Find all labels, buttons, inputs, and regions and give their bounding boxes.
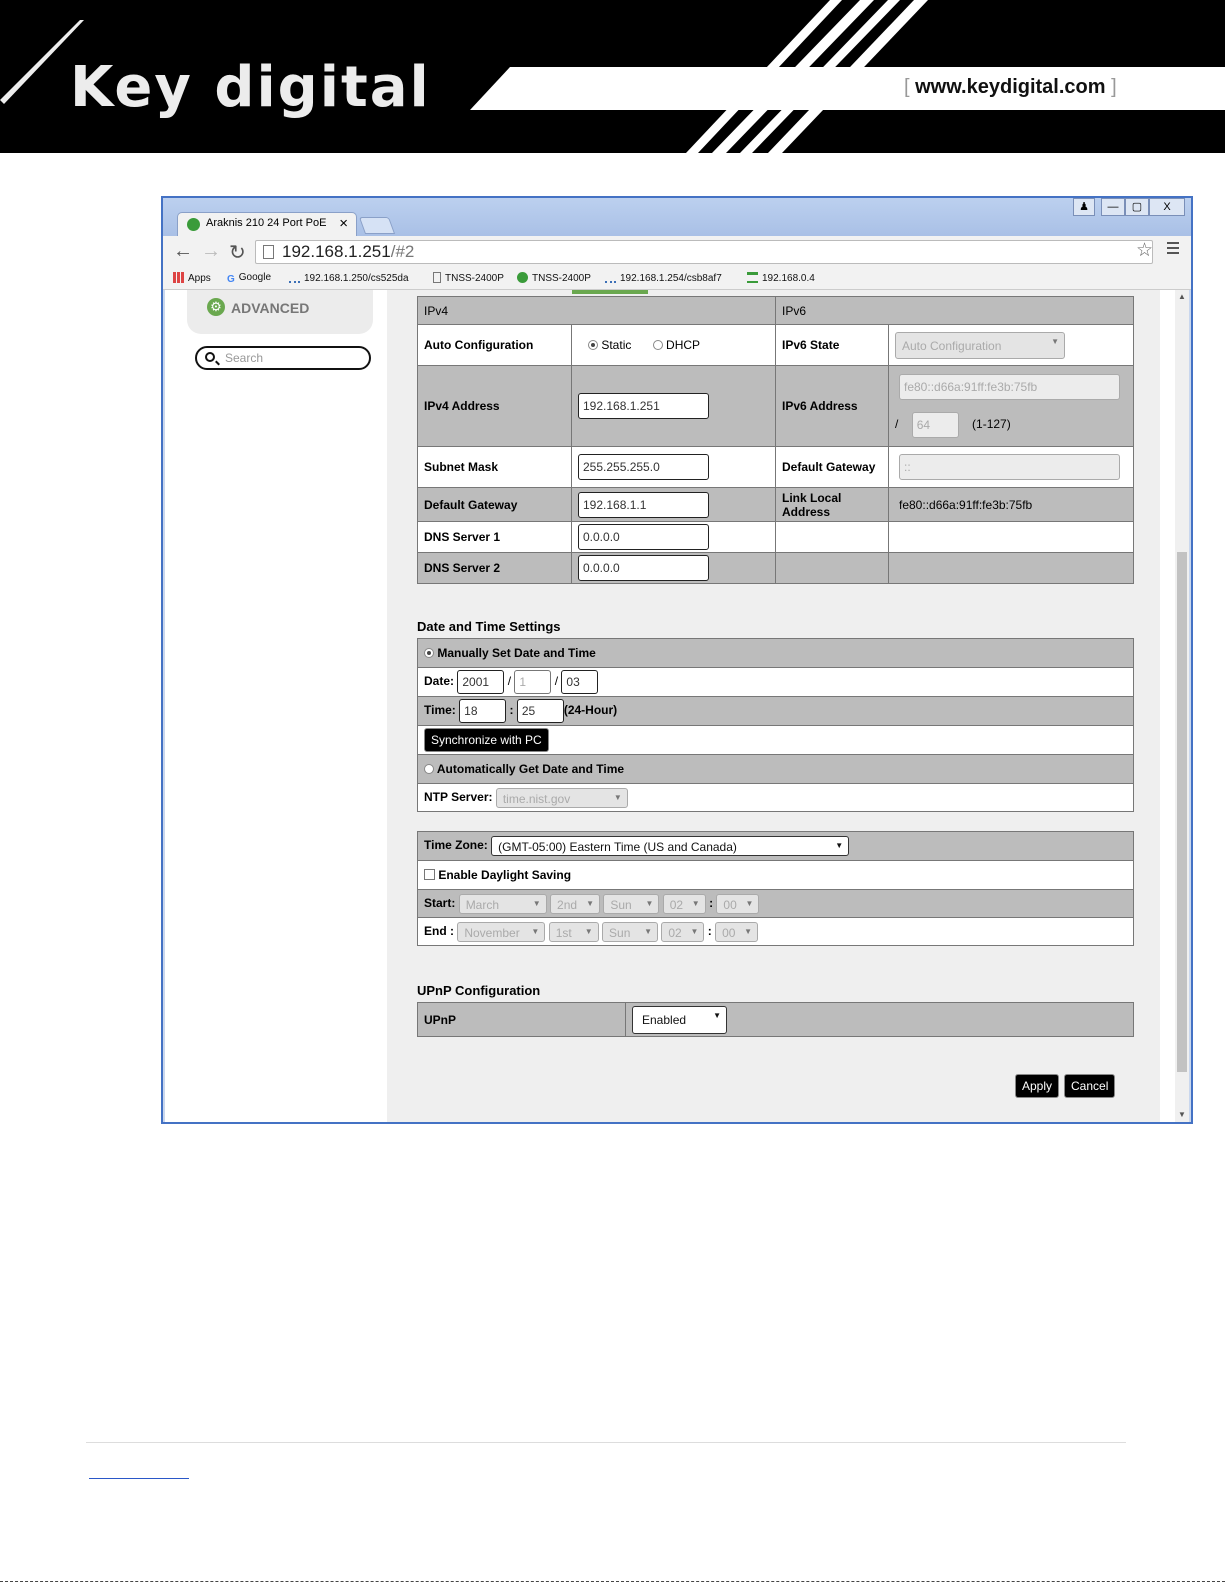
tab-close-icon[interactable]: × xyxy=(339,215,348,232)
footer-link-underline[interactable] xyxy=(89,1478,189,1479)
sidebar-advanced-section[interactable] xyxy=(187,290,373,334)
hour-mode-label: (24-Hour) xyxy=(563,703,618,718)
ipv6-header: IPv6 xyxy=(776,297,1134,325)
menu-icon[interactable] xyxy=(1167,242,1179,257)
bookmark-label: TNSS-2400P xyxy=(445,273,504,284)
date-row xyxy=(418,668,1134,697)
google-icon: G xyxy=(227,274,235,285)
scroll-up-icon[interactable]: ▲ xyxy=(1178,292,1186,301)
month-input[interactable]: 1 xyxy=(514,670,551,694)
end-week-select[interactable]: 1st ▼ xyxy=(549,922,599,942)
dns2-cell xyxy=(572,553,776,584)
dns2-label: DNS Server 2 xyxy=(418,553,572,584)
prefix-range-hint: (1-127) xyxy=(972,417,1011,432)
ipv6-gateway-input[interactable]: :: xyxy=(899,454,1120,480)
cisco-icon xyxy=(605,272,616,283)
dhcp-label: DHCP xyxy=(666,338,701,352)
close-window-button[interactable]: X xyxy=(1149,198,1185,216)
active-tab-indicator xyxy=(572,290,648,294)
table-row xyxy=(418,447,1134,488)
datetime-table xyxy=(417,638,1134,812)
forward-icon[interactable]: → xyxy=(201,240,221,262)
bookmark-cisco-254[interactable] xyxy=(605,272,722,284)
page-bottom-dashed-line xyxy=(0,1581,1225,1582)
bookmark-label: 192.168.1.254/csb8af7 xyxy=(620,273,722,284)
scroll-thumb[interactable] xyxy=(1177,552,1187,1072)
dst-row xyxy=(418,861,1134,890)
dst-checkbox[interactable] xyxy=(424,869,435,880)
auto-datetime-radio[interactable] xyxy=(424,764,434,774)
bookmarks-bar xyxy=(163,268,1191,290)
ipv4-address-input[interactable]: 192.168.1.251 xyxy=(578,393,709,419)
time-separator: : xyxy=(707,923,712,938)
static-label: Static xyxy=(601,338,632,352)
dst-start-row xyxy=(418,890,1134,918)
upnp-cell xyxy=(626,1003,1134,1037)
address-host: 192.168.1.251 xyxy=(282,242,391,261)
upnp-table xyxy=(417,1002,1134,1037)
bookmark-label: 192.168.1.250/cs525da xyxy=(304,273,409,284)
datetime-section-title: Date and Time Settings xyxy=(417,619,561,634)
gateway-cell xyxy=(572,488,776,522)
manual-datetime-row xyxy=(418,639,1134,668)
end-day-select[interactable]: Sun ▼ xyxy=(602,922,658,942)
apps-grid-icon xyxy=(173,272,184,283)
empty-cell xyxy=(889,522,1134,553)
key-digital-logo: Key digital xyxy=(70,55,431,120)
search-placeholder: Search xyxy=(225,351,264,365)
ip-settings-table xyxy=(417,296,1134,584)
table-row xyxy=(418,1003,1134,1037)
timezone-select[interactable]: (GMT-05:00) Eastern Time (US and Canada) ▼ xyxy=(491,836,849,856)
ipv6-address-input[interactable]: fe80::d66a:91ff:fe3b:75fb xyxy=(899,374,1120,400)
dns1-cell xyxy=(572,522,776,553)
ipv4-address-cell xyxy=(572,366,776,447)
maximize-button[interactable]: ▢ xyxy=(1125,198,1149,216)
araknis-favicon-icon xyxy=(187,218,200,231)
bookmark-label: 192.168.0.4 xyxy=(762,273,815,284)
timezone-row xyxy=(418,832,1134,861)
sidebar-advanced-label: ADVANCED xyxy=(231,300,310,316)
timezone-label: Time Zone: xyxy=(424,838,488,853)
date-label: Date: xyxy=(424,674,455,689)
dst-label: Enable Daylight Saving xyxy=(438,868,572,882)
link-local-label: Link Local Address xyxy=(776,488,889,522)
link-local-value: fe80::d66a:91ff:fe3b:75fb xyxy=(889,488,1134,522)
bookmark-google[interactable] xyxy=(227,272,271,285)
back-icon[interactable]: ← xyxy=(173,240,193,262)
end-hour-select[interactable]: 02 ▼ xyxy=(661,922,704,942)
bookmark-192-168-0-4[interactable] xyxy=(747,272,815,284)
brand-url xyxy=(904,76,1117,99)
sync-row xyxy=(418,726,1134,755)
new-tab-button[interactable] xyxy=(359,217,395,234)
browser-window xyxy=(161,196,1193,1124)
ipv6-state-cell xyxy=(889,325,1134,366)
table-row xyxy=(418,488,1134,522)
start-minute-select[interactable]: 00 ▼ xyxy=(716,894,759,914)
end-month-select[interactable]: November ▼ xyxy=(457,922,545,942)
bracket-open: [ xyxy=(904,76,910,98)
ipv6-gateway-cell xyxy=(889,447,1134,488)
table-row xyxy=(418,832,1134,861)
subnet-mask-cell xyxy=(572,447,776,488)
hour-input[interactable]: 18 xyxy=(459,699,506,723)
minute-input[interactable]: 25 xyxy=(517,699,564,723)
address-bar[interactable] xyxy=(255,240,1153,264)
upnp-select[interactable]: Enabled ▼ xyxy=(632,1006,727,1034)
gear-icon: ⚙ xyxy=(207,298,225,316)
table-row xyxy=(418,918,1134,946)
bookmark-star-icon[interactable]: ☆ xyxy=(1136,240,1154,261)
ipv4-header: IPv4 xyxy=(418,297,776,325)
table-row xyxy=(418,755,1134,784)
dns1-label: DNS Server 1 xyxy=(418,522,572,553)
time-row xyxy=(418,697,1134,726)
upnp-section-title: UPnP Configuration xyxy=(417,983,541,998)
dns1-input[interactable]: 0.0.0.0 xyxy=(578,524,709,550)
bookmark-label: Apps xyxy=(188,273,211,284)
page-viewport xyxy=(165,290,1189,1122)
empty-cell xyxy=(776,553,889,584)
table-row xyxy=(418,366,1134,447)
synchronize-with-pc-button[interactable]: Synchronize with PC xyxy=(424,728,549,752)
table-row xyxy=(418,325,1134,366)
scrollbar[interactable] xyxy=(1175,290,1189,1122)
title-bar xyxy=(163,198,1191,236)
end-minute-select[interactable]: 00 ▼ xyxy=(715,922,758,942)
ipv6-address-label: IPv6 Address xyxy=(776,366,889,447)
gateway-label: Default Gateway xyxy=(418,488,572,522)
cisco-icon xyxy=(289,272,300,283)
prefix-separator: / xyxy=(895,417,899,432)
empty-cell xyxy=(776,522,889,553)
browser-tab[interactable] xyxy=(177,212,357,236)
time-separator: : xyxy=(509,703,514,718)
profile-icon[interactable]: ♟ xyxy=(1073,198,1095,216)
static-radio[interactable] xyxy=(588,340,598,350)
date-separator: / xyxy=(554,674,559,689)
ntp-server-select[interactable]: time.nist.gov ▼ xyxy=(496,788,628,808)
tab-title: Araknis 210 24 Port PoE xyxy=(206,217,327,229)
bookmark-apps[interactable] xyxy=(173,272,211,284)
start-hour-select[interactable]: 02 ▼ xyxy=(663,894,706,914)
start-week-select[interactable]: 2nd ▼ xyxy=(550,894,600,914)
ipv6-address-cell xyxy=(889,366,1134,447)
ipv6-state-label: IPv6 State xyxy=(776,325,889,366)
gateway-input[interactable]: 192.168.1.1 xyxy=(578,492,709,518)
dst-end-label: End : xyxy=(424,923,454,938)
manual-datetime-radio[interactable] xyxy=(424,648,434,658)
ntp-row xyxy=(418,784,1134,812)
empty-cell xyxy=(889,553,1134,584)
browser-toolbar xyxy=(163,236,1191,268)
ipv6-state-select[interactable]: Auto Configuration ▼ xyxy=(895,332,1065,359)
subnet-mask-input[interactable]: 255.255.255.0 xyxy=(578,454,709,480)
table-row xyxy=(418,726,1134,755)
upnp-label: UPnP xyxy=(418,1003,626,1037)
table-row xyxy=(418,639,1134,668)
bookmark-label: Google xyxy=(238,272,272,283)
auto-datetime-label: Automatically Get Date and Time xyxy=(436,762,625,776)
time-label: Time: xyxy=(424,703,456,718)
ipv6-prefix-input[interactable]: 64 xyxy=(912,412,959,438)
bookmark-tnss-2[interactable] xyxy=(517,272,591,284)
ipv6-gateway-label: Default Gateway xyxy=(776,447,889,488)
table-row xyxy=(418,861,1134,890)
brand-url-text: www.keydigital.com xyxy=(915,76,1106,98)
manual-datetime-label: Manually Set Date and Time xyxy=(437,646,596,660)
araknis-icon xyxy=(517,272,528,283)
bookmark-label: TNSS-2400P xyxy=(532,273,591,284)
ntp-server-label: NTP Server: xyxy=(424,789,493,804)
dst-start-label: Start: xyxy=(424,895,456,910)
date-separator: / xyxy=(507,674,512,689)
bookmark-tnss-1[interactable] xyxy=(433,272,504,284)
dns2-input[interactable]: 0.0.0.0 xyxy=(578,555,709,581)
start-month-select[interactable]: March ▼ xyxy=(459,894,547,914)
bookmark-cisco-250[interactable] xyxy=(289,272,409,284)
start-day-select[interactable]: Sun ▼ xyxy=(603,894,659,914)
table-row xyxy=(418,697,1134,726)
search-icon xyxy=(205,352,215,362)
time-separator: : xyxy=(709,895,714,910)
page-icon xyxy=(263,245,274,259)
table-row xyxy=(418,297,1134,325)
wifi-icon xyxy=(747,272,758,283)
search-input[interactable] xyxy=(195,346,371,370)
table-row xyxy=(418,890,1134,918)
table-row xyxy=(418,784,1134,812)
scroll-down-icon[interactable]: ▼ xyxy=(1178,1110,1186,1119)
minimize-button[interactable]: — xyxy=(1101,198,1125,216)
subnet-mask-label: Subnet Mask xyxy=(418,447,572,488)
header-banner xyxy=(0,0,1225,153)
auto-datetime-row xyxy=(418,755,1134,784)
year-input[interactable]: 2001 xyxy=(457,670,504,694)
auto-config-label: Auto Configuration xyxy=(418,325,572,366)
day-input[interactable]: 03 xyxy=(561,670,598,694)
table-row xyxy=(418,668,1134,697)
dhcp-radio[interactable] xyxy=(653,340,663,350)
bracket-close: ] xyxy=(1111,76,1117,98)
timezone-table xyxy=(417,831,1134,946)
ipv4-address-label: IPv4 Address xyxy=(418,366,572,447)
table-row xyxy=(418,522,1134,553)
page-icon xyxy=(433,272,441,283)
auto-config-options xyxy=(572,325,776,366)
reload-icon[interactable]: ↻ xyxy=(229,242,246,264)
table-row xyxy=(418,553,1134,584)
apply-button[interactable]: Apply xyxy=(1015,1074,1059,1098)
dst-end-row xyxy=(418,918,1134,946)
address-hash: /#2 xyxy=(390,242,415,261)
cancel-button[interactable]: Cancel xyxy=(1064,1074,1115,1098)
footer-divider xyxy=(86,1442,1126,1443)
